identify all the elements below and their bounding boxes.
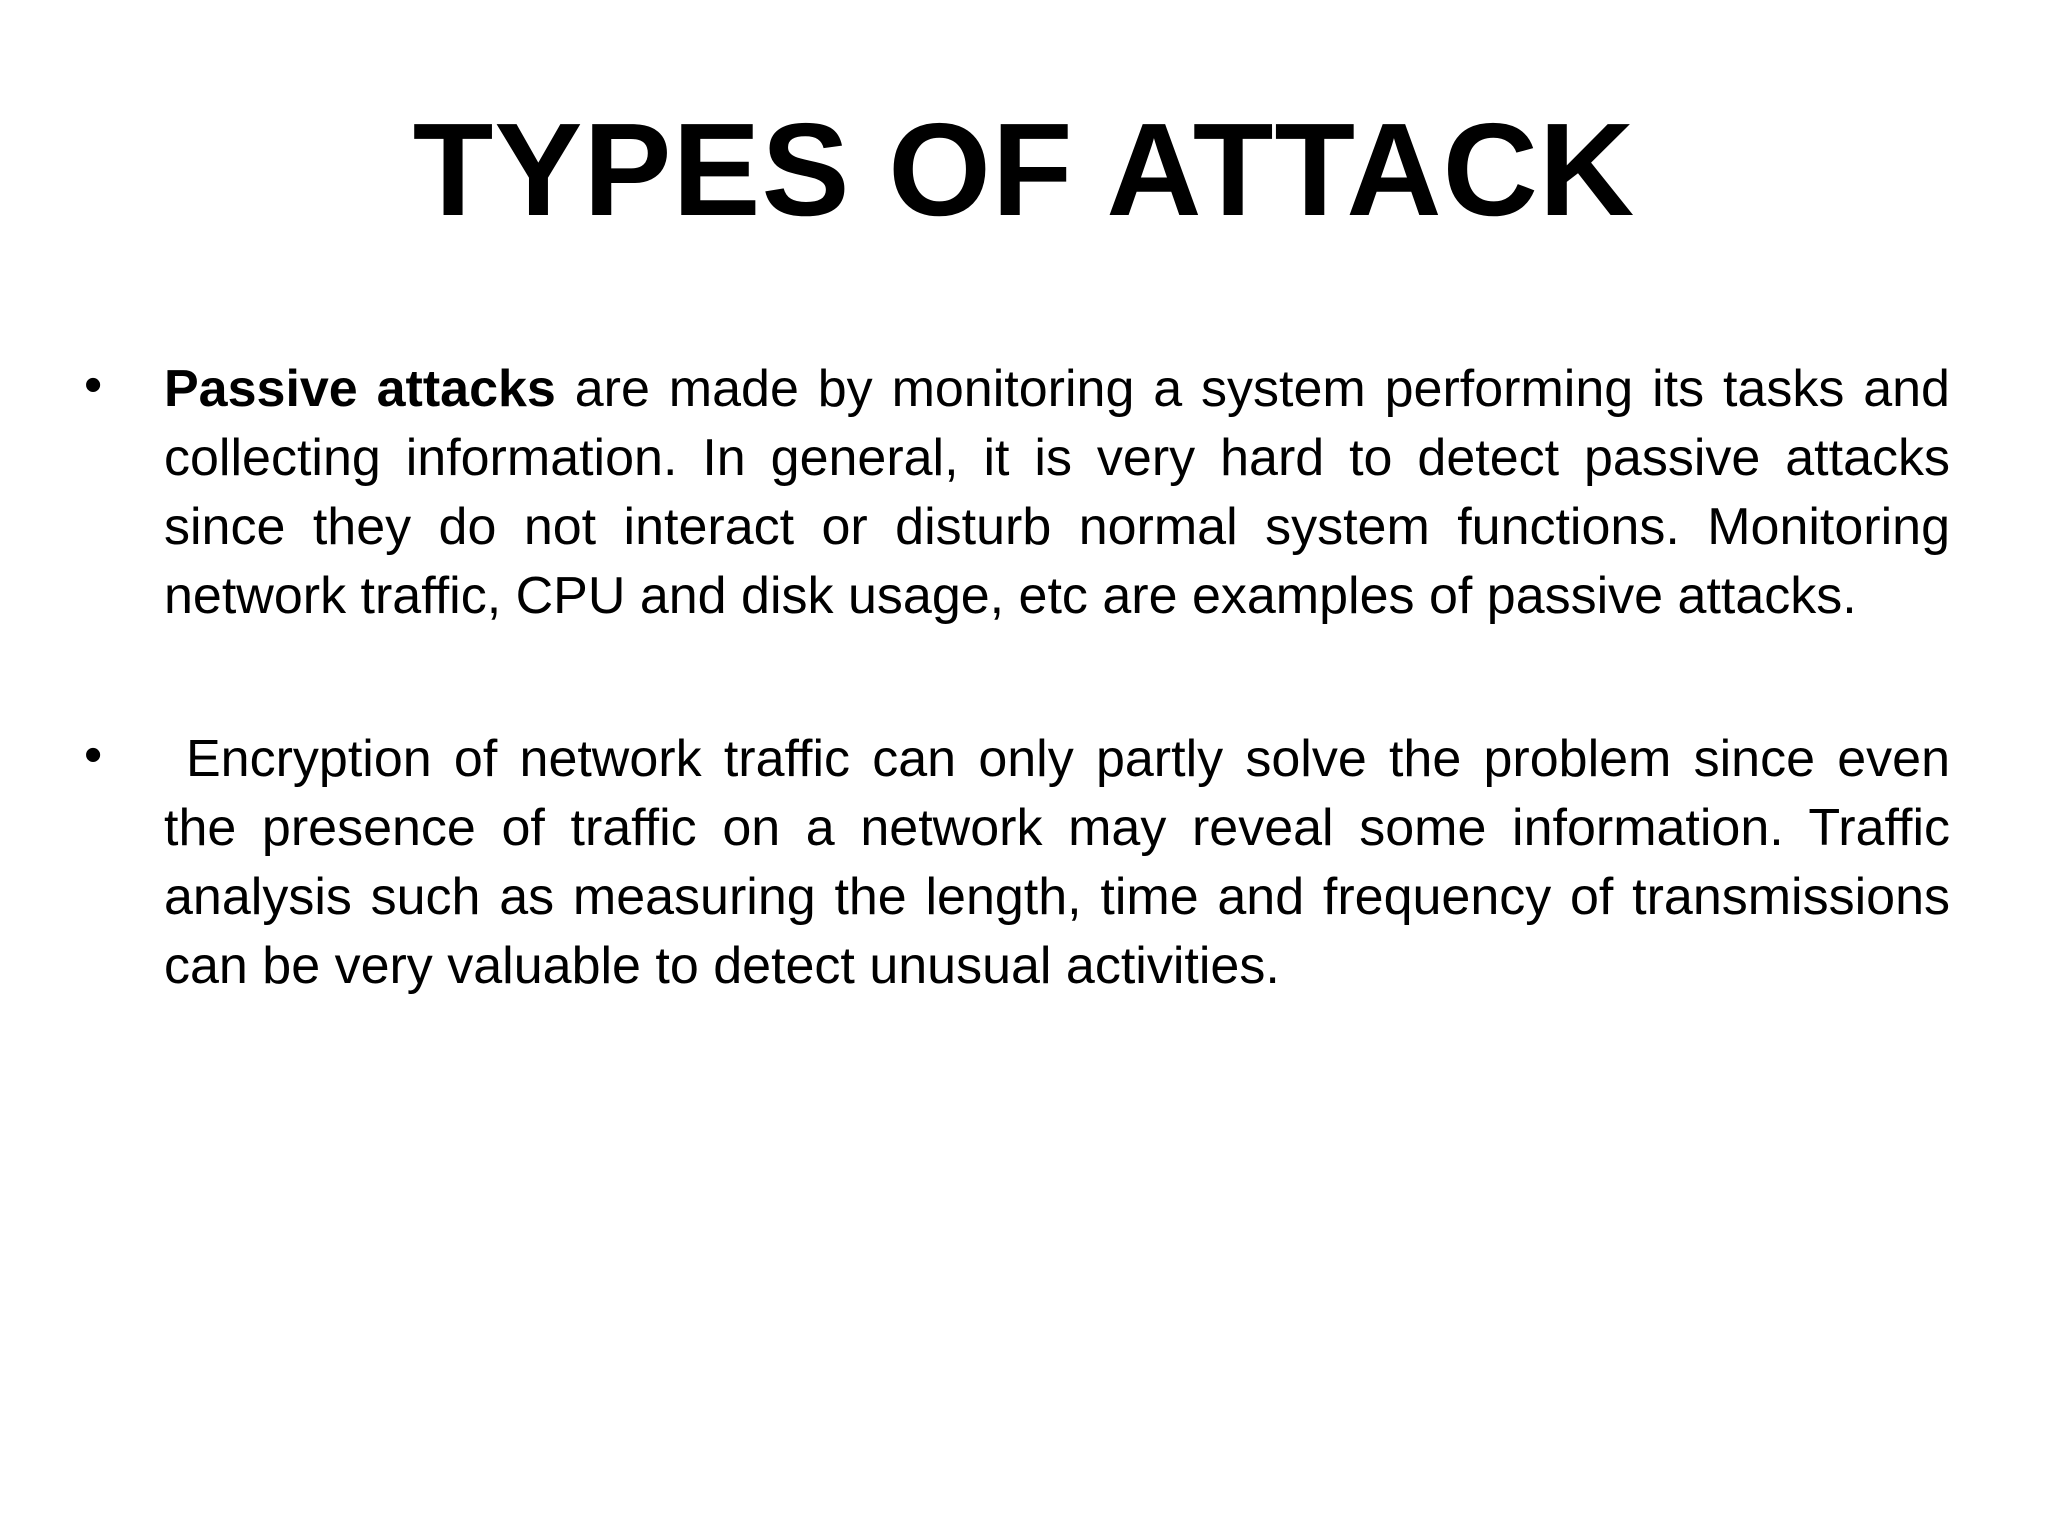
bullet-passive-attacks bbox=[80, 355, 1950, 631]
bullet-list bbox=[80, 355, 1950, 1001]
bullet-encryption bbox=[80, 725, 1950, 1001]
slide-title: TYPES OF ATTACK bbox=[412, 96, 1636, 243]
bullet-marker: • bbox=[84, 726, 103, 784]
bullet-text: are made by monitoring a system performing its tasks and collecting information. In general, it is very hard to detect passive attacks since they do not interact or disturb normal system functions. Monitoring network traffic, CPU and disk usage, etc are examples of passive attacks. bbox=[164, 360, 1950, 625]
bullet-marker: • bbox=[84, 356, 103, 414]
bold-term: Passive attacks bbox=[164, 360, 556, 418]
bullet-text: Encryption of network traffic can only partly solve the problem since even the presence of traffic on a network may reveal some information. Traffic analysis such as measuring the length, time and frequency of transmissions can be very valuable to detect unusual activities. bbox=[164, 730, 1950, 995]
